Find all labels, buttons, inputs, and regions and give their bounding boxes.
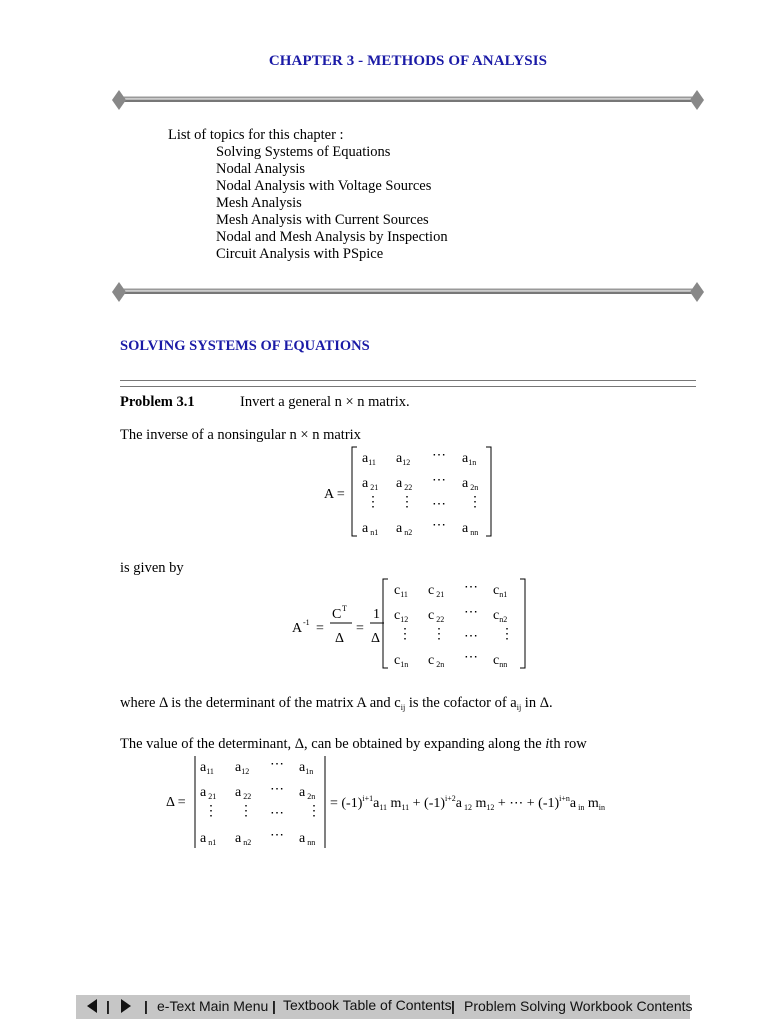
det-intro-suffix: th row <box>549 736 587 752</box>
separator: | <box>272 998 276 1014</box>
topics-list <box>168 127 448 263</box>
svg-text:Δ: Δ <box>335 631 345 646</box>
topic-item[interactable]: Mesh Analysis <box>216 195 302 211</box>
separator: | <box>451 998 455 1014</box>
workbook-contents-link[interactable]: Problem Solving Workbook Contents <box>464 998 693 1014</box>
problem-statement: Invert a general n × n matrix. <box>240 394 410 410</box>
topic-item[interactable]: Nodal and Mesh Analysis by Inspection <box>216 229 448 245</box>
svg-text:A: A <box>292 621 303 636</box>
decorative-divider <box>112 281 704 303</box>
triangle-left-icon[interactable] <box>86 998 98 1017</box>
separator: | <box>144 998 148 1014</box>
separator: | <box>106 998 110 1014</box>
svg-text:1: 1 <box>373 607 380 622</box>
etext-main-menu-link[interactable]: e-Text Main Menu <box>157 998 269 1014</box>
topics-intro: List of topics for this chapter : <box>168 127 344 143</box>
svg-text:T: T <box>342 604 347 613</box>
svg-text:C: C <box>332 607 342 622</box>
topic-item[interactable]: Nodal Analysis <box>216 161 306 177</box>
in-delta-text: in Δ. <box>524 695 553 711</box>
topic-item[interactable]: Solving Systems of Equations <box>216 144 391 160</box>
section-title: SOLVING SYSTEMS OF EQUATIONS <box>120 338 370 354</box>
topic-item[interactable]: Mesh Analysis with Current Sources <box>216 212 429 228</box>
problem-label: Problem 3.1 <box>120 394 195 410</box>
where-text: where Δ is the determinant of the matrix A and <box>120 695 391 711</box>
footer-nav-bar <box>76 995 693 1019</box>
section-divider <box>120 380 696 387</box>
chapter-title: CHAPTER 3 - METHODS OF ANALYSIS <box>268 53 548 69</box>
topic-item[interactable]: Circuit Analysis with PSpice <box>216 246 384 262</box>
svg-text:A =: A = <box>324 487 345 502</box>
given-by-text: is given by <box>120 560 184 576</box>
determinant-expansion: Δ = $a_{11}$ $a_{12}$ ⋯ $a_{1n}$ a $_{21}$ a $_{22}$ ⋯ a $_{2n}$ ⋮ ⋮ ⋯ ⋮ a $_{n1}$ a $_{n2}$ ⋯ a $_{nn}$ = $(-1)^{i+1}a_{11}$ $m_{11} + (-1)^{i+2}a$ $_{12}$ $m_{12}$ + ⋯ + $(-1)^{i+n}a$ $_{in}$ $m_{in}$ <box>166 757 605 847</box>
inverse-formula: A -1 = C T Δ = 1 Δ $c_{11}$ c $_{21}$ ⋯ $c_{n1}$ $c_{12}$ c $_{22}$ ⋯ $c_{n2}$ ⋮ ⋮ ⋯ ⋮ $c_{1n}$ c $_{2n}$ ⋯ $c_{nn}$ <box>290 576 530 672</box>
topic-item[interactable]: Nodal Analysis with Voltage Sources <box>216 178 432 194</box>
textbook-toc-link[interactable]: Textbook Table of Contents <box>283 997 452 1013</box>
inverse-intro-text: The inverse of a nonsingular n × n matrix <box>120 427 361 443</box>
cofactor-definition: where Δ is the determinant of the matrix A and $c_{ij}$ is the cofactor of $a_{ij}$ in Δ. <box>120 695 553 712</box>
determinant-intro <box>120 736 587 753</box>
triangle-right-icon[interactable] <box>120 998 132 1017</box>
det-intro-italic: i <box>545 736 550 752</box>
svg-text:Δ =: Δ = <box>166 795 186 810</box>
svg-text:=: = <box>316 621 324 636</box>
matrix-a-equation: A = $a_{11}$ $a_{12}$ ⋯ $a_{1n}$ a $_{21}$ a $_{22}$ ⋯ a $_{2n}$ ⋮ ⋮ ⋯ ⋮ a $_{n1}$ a $_{n2}$ ⋯ a $_{nn}$ <box>320 444 500 540</box>
decorative-divider <box>112 89 704 111</box>
cofactor-text: is the cofactor of <box>408 695 507 711</box>
svg-text:-1: -1 <box>303 618 310 627</box>
det-intro-text: The value of the determinant, Δ, can be obtained by expanding along the <box>120 736 542 752</box>
svg-text:=: = <box>356 621 364 636</box>
svg-text:Δ: Δ <box>371 631 381 646</box>
